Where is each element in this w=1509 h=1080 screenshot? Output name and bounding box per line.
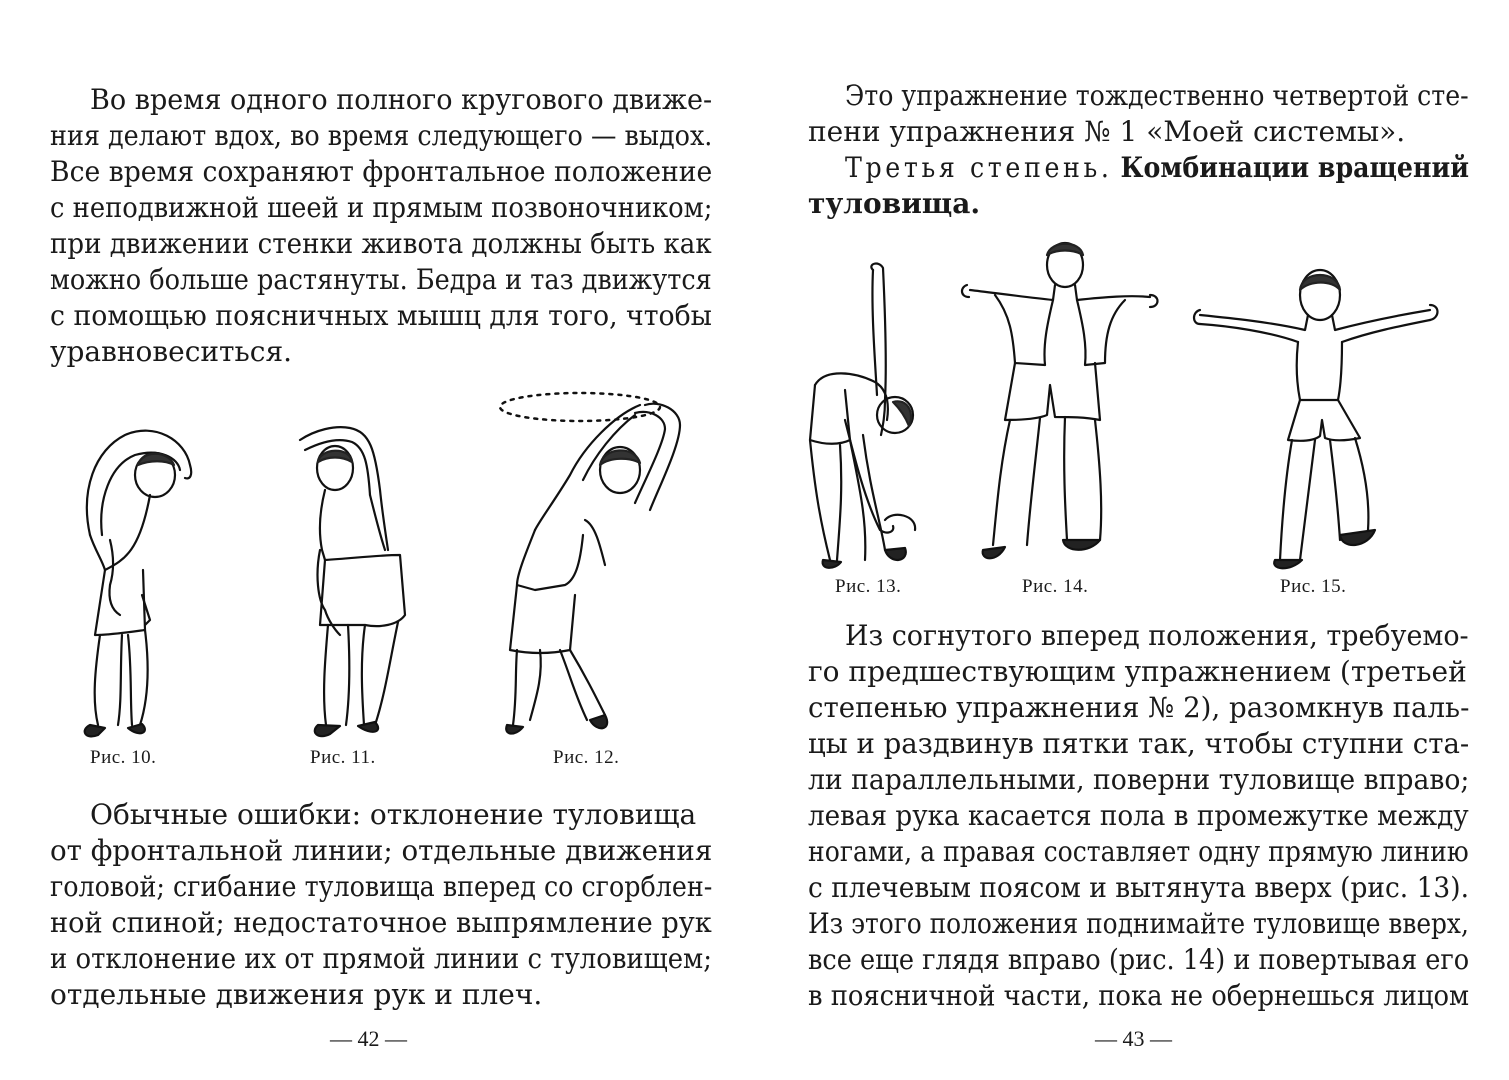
figure-13-illustration <box>805 260 945 570</box>
section-title-part2: туловища. <box>808 187 981 220</box>
left-p2-line-4: ной спиной; недостаточное выпрямление рук <box>50 906 712 939</box>
figure-12-illustration <box>495 385 695 740</box>
left-p2-line-3: головой; сгибание туловища вперед со сгорблен- <box>50 870 713 903</box>
left-page <box>0 0 752 1080</box>
figure-14-caption: Рис. 14. <box>1022 576 1089 597</box>
left-p2-line-5: и отклонение их от прямой линии с туловищем; <box>50 942 712 975</box>
figure-13-caption: Рис. 13. <box>835 576 902 597</box>
left-p1-line-7: с помощью поясничных мышц для того, чтобы <box>50 299 712 332</box>
right-p2-line-5: ли параллельными, поверни туловище вправо; <box>808 763 1470 796</box>
right-p2-line-3: степенью упражнения № 2), разомкнув паль- <box>808 691 1470 724</box>
right-p1-line-2: пени упражнения № 1 «Моей системы». <box>808 115 1406 148</box>
right-p2-line-8: с плечевым поясом и вытянута вверх (рис. 13). <box>808 871 1469 904</box>
right-p2-line-11: в поясничной части, пока не обернешься лицом <box>808 979 1470 1012</box>
page-number-right: — 43 — <box>1095 1026 1172 1051</box>
figure-15-caption: Рис. 15. <box>1280 576 1347 597</box>
section-label: Третья степень. <box>845 151 1113 184</box>
left-p1-line-4: с неподвижной шеей и прямым позвоночником; <box>50 191 713 224</box>
left-p1-line-2: ния делают вдох, во время следующего — выдох. <box>50 119 713 152</box>
figure-10-illustration <box>50 410 210 740</box>
left-p1-line-8: уравновеситься. <box>50 335 293 368</box>
figure-15-illustration <box>1190 260 1440 570</box>
left-p1-line-5: при движении стенки живота должны быть как <box>50 227 712 260</box>
left-p1-line-3: Все время сохраняют фронтальное положение <box>50 155 713 188</box>
right-p2-line-1: Из согнутого вперед положения, требуемо- <box>845 619 1469 652</box>
right-p2-line-6: левая рука касается пола в промежутке между <box>808 799 1469 832</box>
right-page <box>760 0 1509 1080</box>
figure-11-illustration <box>280 410 420 740</box>
page-number-left: — 42 — <box>330 1026 407 1051</box>
section-title-part1: Комбинации вращений <box>1120 151 1469 184</box>
left-p1-line-6: можно больше растянуты. Бедра и таз движутся <box>50 263 712 296</box>
right-p2-line-4: цы и раздвинув пятки так, чтобы ступни ста- <box>808 727 1470 760</box>
figure-14-illustration <box>955 235 1165 570</box>
left-p2-line-2: от фронтальной линии; отдельные движения <box>50 834 713 867</box>
right-p2-line-10: все еще глядя вправо (рис. 14) и повертывая его <box>808 943 1470 976</box>
left-p1-line-1: Во время одного полного кругового движе- <box>90 83 713 116</box>
right-p2-line-9: Из этого положения поднимайте туловище вверх, <box>808 907 1469 940</box>
section-heading <box>845 150 1469 186</box>
left-p2-line-1: Обычные ошибки: отклонение туловища <box>90 798 697 831</box>
right-p2-line-2: го предшествующим упражнением (третьей <box>808 655 1467 688</box>
figure-12-caption: Рис. 12. <box>553 747 620 768</box>
figure-11-caption: Рис. 11. <box>310 747 376 768</box>
right-p1-line-1: Это упражнение тождественно четвертой сте- <box>845 79 1469 112</box>
figure-10-caption: Рис. 10. <box>90 747 157 768</box>
right-p2-line-7: ногами, а правая составляет одну прямую линию <box>808 835 1469 868</box>
left-p2-line-6: отдельные движения рук и плеч. <box>50 978 543 1011</box>
